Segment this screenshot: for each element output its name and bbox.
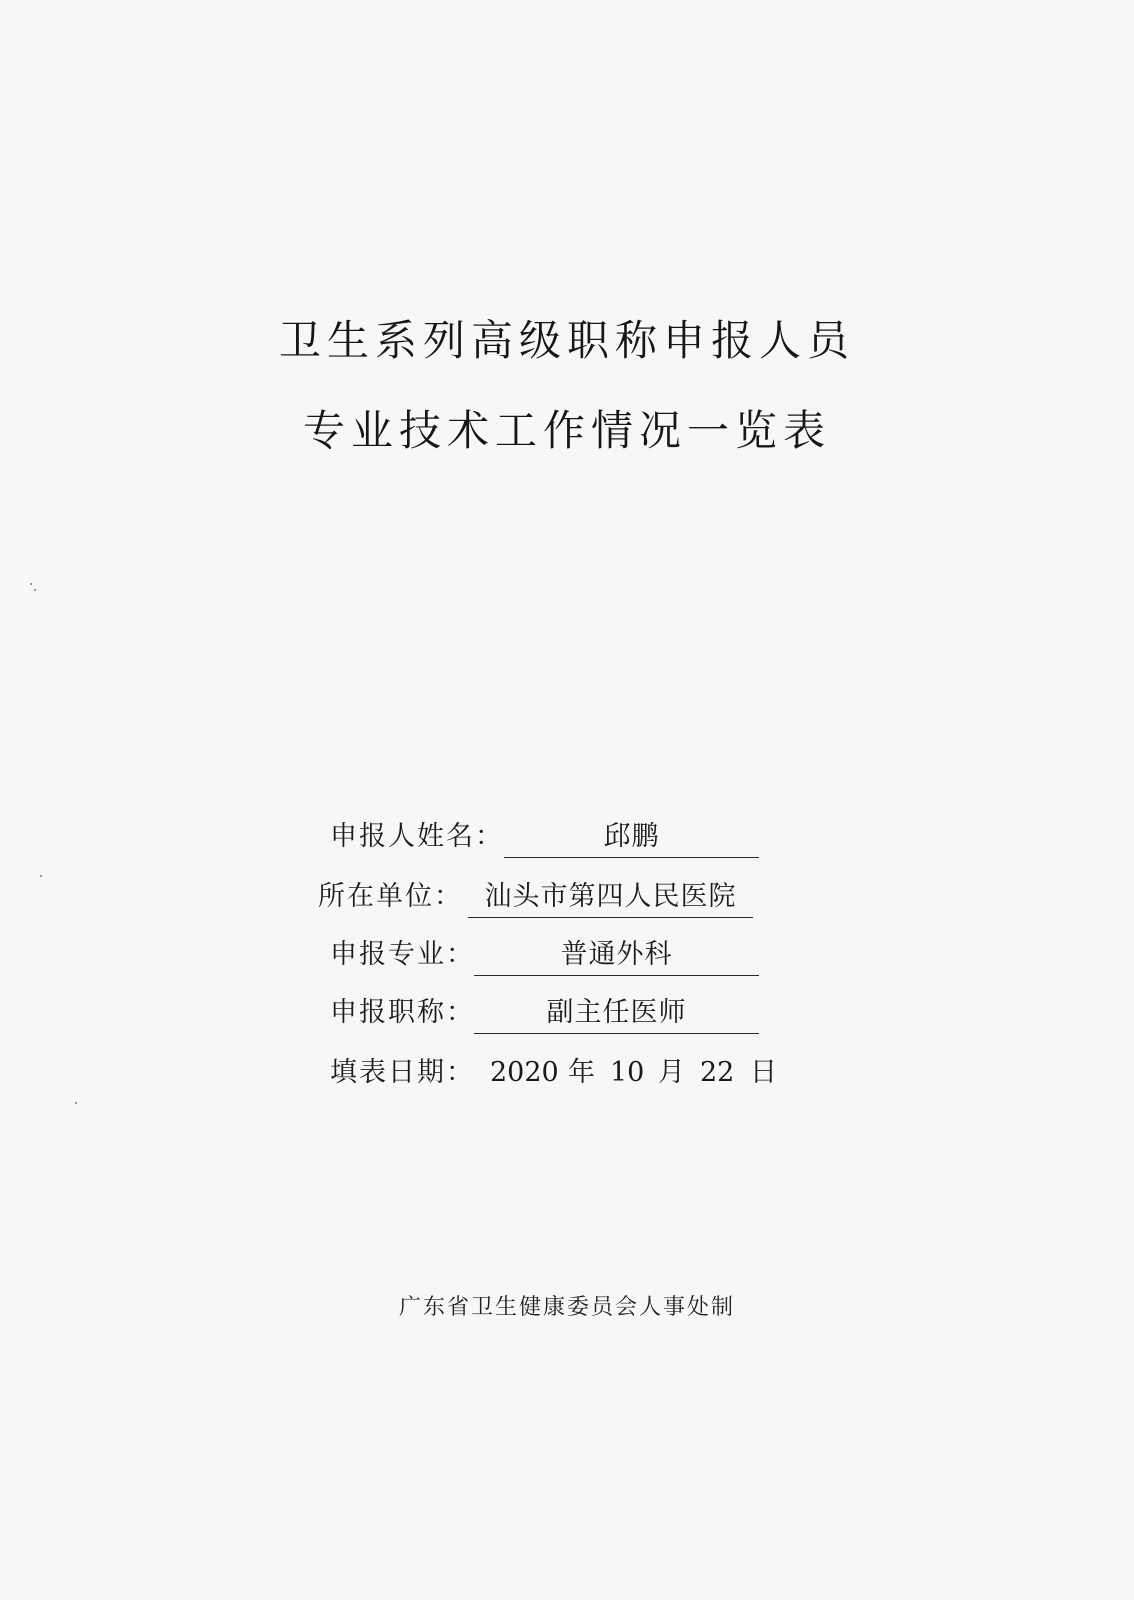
fill-date-label: 填表日期： [330,1057,475,1088]
document-title-line-2: 专业技术工作情况一览表 [302,406,831,455]
applicant-name-label: 申报人姓名： [330,821,504,852]
scan-speck [30,583,32,585]
fill-date-month-unit: 月 [658,1057,685,1088]
applicant-name-field: 邱鹏 [504,817,759,858]
professional-title-label: 申报职称： [330,997,475,1028]
fill-date-day-unit: 日 [750,1057,777,1088]
work-unit-label: 所在单位： [318,881,463,912]
issuer-footer: 广东省卫生健康委员会人事处制 [398,1295,735,1320]
scan-speck [75,1102,77,1104]
specialty-label: 申报专业： [330,939,475,970]
scan-speck [34,589,36,591]
specialty-field: 普通外科 [474,935,759,976]
document-title-line-1: 卫生系列高级职称申报人员 [278,316,855,365]
professional-title-field: 副主任医师 [474,993,759,1034]
scan-speck [40,875,42,877]
fill-date-month: 10 [610,1057,645,1088]
fill-date-day: 22 [700,1057,735,1088]
fill-date-year: 2020 [490,1057,559,1088]
work-unit-field: 汕头市第四人民医院 [468,877,753,918]
fill-date-year-unit: 年 [568,1057,595,1088]
